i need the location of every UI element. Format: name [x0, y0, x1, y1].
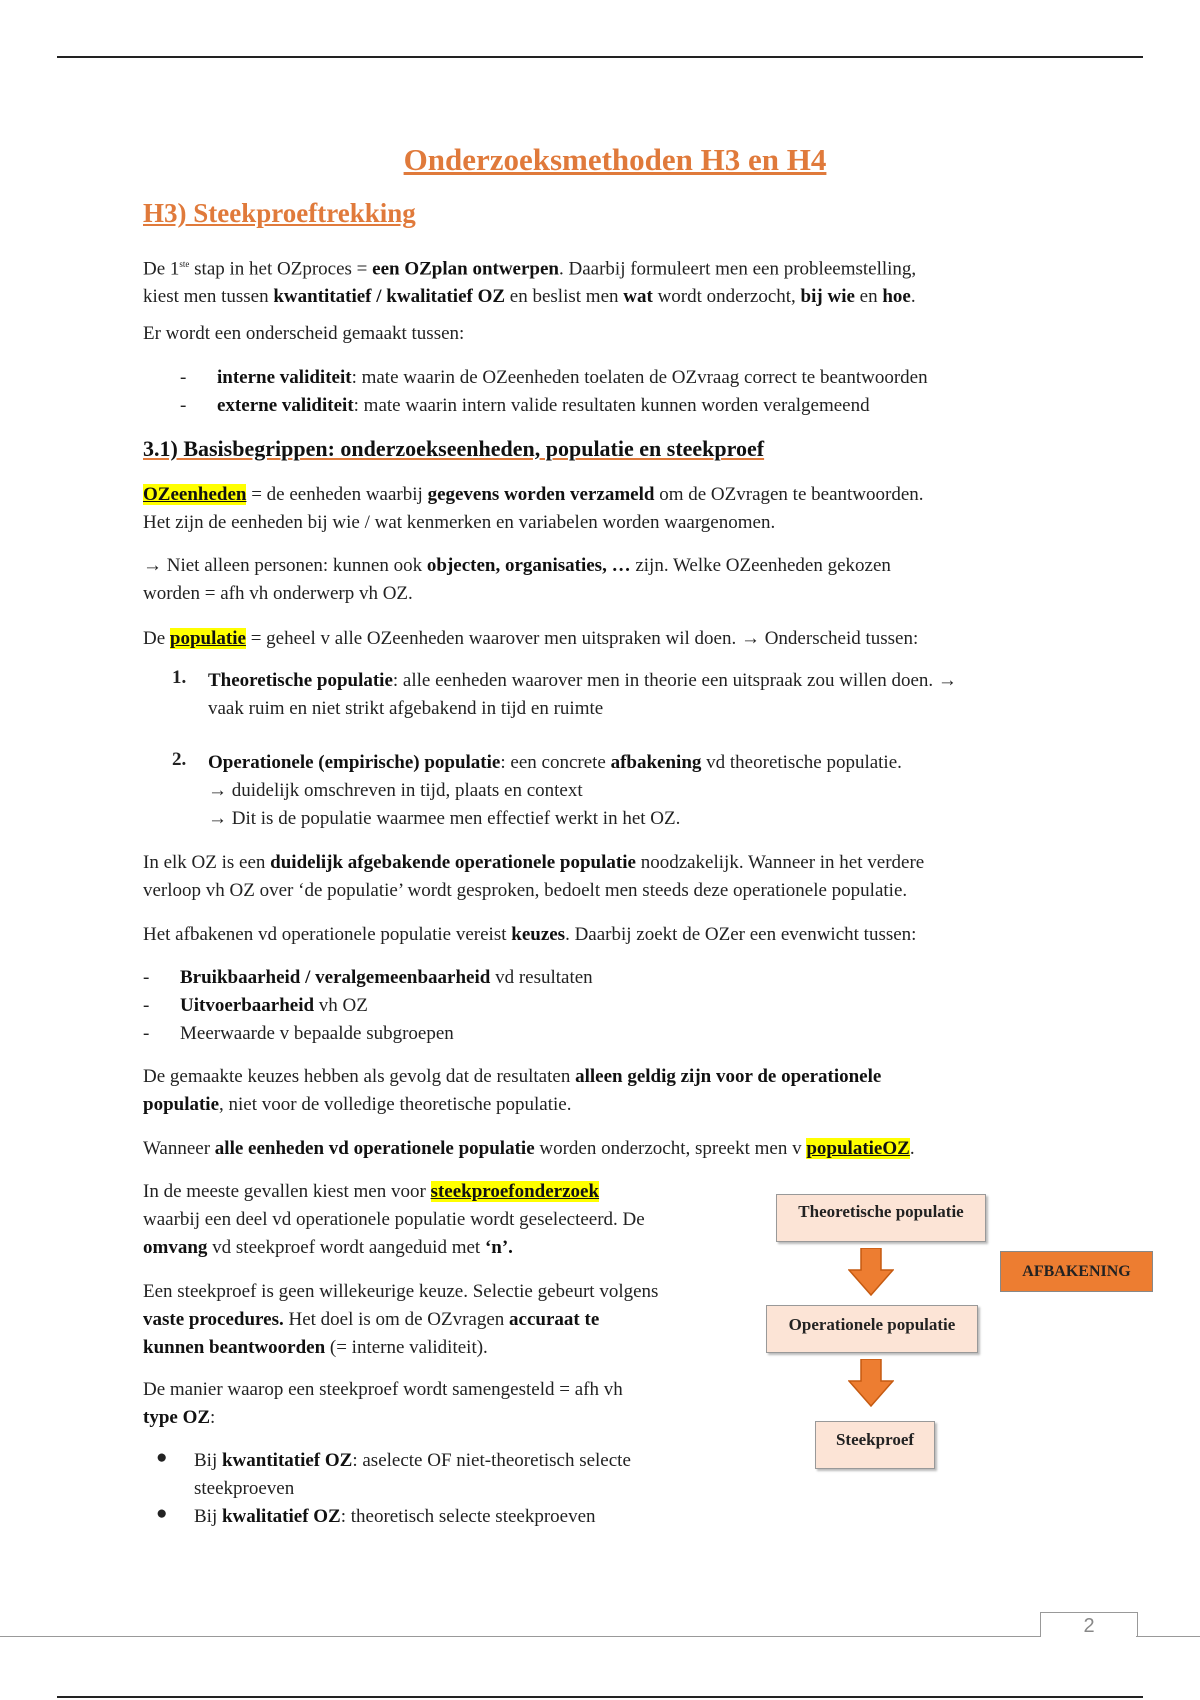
paragraph-ozproces: De 1ste stap in het OZproces = een OZplan ontwerpen. Daarbij formuleert men een probleemstelling, kiest men tussen kwantitatief / kwalitatief OZ en beslist men wat wordt onderzocht, bij wie en hoe.	[143, 258, 917, 308]
paragraph-type-oz: De manier waarop een steekproef wordt samengesteld = afh vh type OZ:	[143, 1379, 623, 1428]
section-heading-h3: H3) Steekproeftrekking	[143, 198, 416, 228]
section-heading-3-1: 3.1) Basisbegrippen: onderzoekseenheden, populatie en steekproef	[143, 436, 765, 461]
diagram-box-theoretische-populatie: Theoretische populatie	[776, 1194, 986, 1242]
balance-list	[143, 964, 1083, 1048]
paragraph-niet-alleen-personen: → Niet alleen personen: kunnen ook objecten, organisaties, … zijn. Welke OZeenheden gekozen worden = afh vh onderwerp vh OZ.	[143, 555, 891, 604]
paragraph-keuzes: Het afbakenen vd operationele populatie vereist keuzes. Daarbij zoekt de OZer een evenwicht tussen:	[143, 924, 917, 945]
list-item: - Uitvoerbaarheid vh OZ	[143, 995, 368, 1016]
page-number: 2	[1040, 1612, 1138, 1637]
population-list	[172, 667, 1092, 833]
validity-list	[180, 364, 1080, 420]
list-item: ● Bij kwantitatief OZ: aselecte OF niet-theoretisch selecte steekproeven	[156, 1447, 631, 1499]
list-item: ● Bij kwalitatief OZ: theoretisch selecte steekproeven	[156, 1503, 596, 1527]
list-item: 1. Theoretische populatie: alle eenheden waarover men in theorie een uitspraak zou willen doen. → vaak ruim en niet strikt afgebakend in tijd en ruimte	[172, 667, 957, 719]
oz-type-list	[156, 1447, 756, 1531]
paragraph-vaste-procedures: Een steekproef is geen willekeurige keuze. Selectie gebeurt volgens vaste procedures. Het doel is om de OZvragen accuraat te kunnen beantwoorden (= interne validiteit).	[143, 1281, 659, 1358]
paragraph-populatieoz: Wanneer alle eenheden vd operationele populatie worden onderzocht, spreekt men v populatieOZ.	[143, 1138, 915, 1159]
list-item: 2. Operationele (empirische) populatie: een concrete afbakening vd theoretische populatie. → duidelijk omschreven in tijd, plaats en context → Dit is de populatie waarmee men effectief werkt in het OZ.	[172, 749, 902, 829]
document-title: Onderzoeksmethoden H3 en H4	[403, 142, 827, 177]
paragraph-onderscheid: Er wordt een onderscheid gemaakt tussen:	[143, 323, 465, 344]
paragraph-steekproefonderzoek: In de meeste gevallen kiest men voor steekproefonderzoek waarbij een deel vd operationele populatie wordt geselecteerd. De omvang vd steekproef wordt aangeduid met ‘n’.	[143, 1181, 645, 1258]
paragraph-populatie: De populatie = geheel v alle OZeenheden waarover men uitspraken wil doen. → Onderscheid tussen:	[143, 628, 919, 649]
top-rule	[57, 56, 1143, 58]
diagram-box-steekproef: Steekproef	[815, 1421, 935, 1469]
footer-rule-left	[0, 1636, 1040, 1637]
down-arrow-icon	[848, 1248, 894, 1296]
bottom-rule	[57, 1696, 1143, 1698]
list-item: - interne validiteit: mate waarin de OZeenheden toelaten de OZvraag correct te beantwoorden	[180, 367, 928, 388]
paragraph-operationele-populatie: In elk OZ is een duidelijk afgebakende operationele populatie noodzakelijk. Wanneer in het verdere verloop vh OZ over ‘de populatie’ wordt gesproken, bedoelt men steeds deze operationele populatie.	[143, 852, 925, 901]
list-item: - Meerwaarde v bepaalde subgroepen	[143, 1023, 454, 1044]
paragraph-ozeenheden: OZeenheden = de eenheden waarbij gegevens worden verzameld om de OZvragen te beantwoorden. Het zijn de eenheden bij wie / wat kenmerken en variabelen worden waargenomen.	[143, 484, 924, 533]
list-item: - Bruikbaarheid / veralgemeenbaarheid vd resultaten	[143, 967, 593, 988]
diagram-box-operationele-populatie: Operationele populatie	[766, 1305, 978, 1353]
afbakening-label: AFBAKENING	[1000, 1251, 1153, 1292]
list-item: - externe validiteit: mate waarin intern valide resultaten kunnen worden veralgemeend	[180, 395, 870, 416]
down-arrow-icon	[848, 1359, 894, 1407]
footer-rule-right	[1136, 1636, 1200, 1637]
paragraph-gevolg: De gemaakte keuzes hebben als gevolg dat de resultaten alleen geldig zijn voor de operationele populatie, niet voor de volledige theoretische populatie.	[143, 1066, 882, 1115]
